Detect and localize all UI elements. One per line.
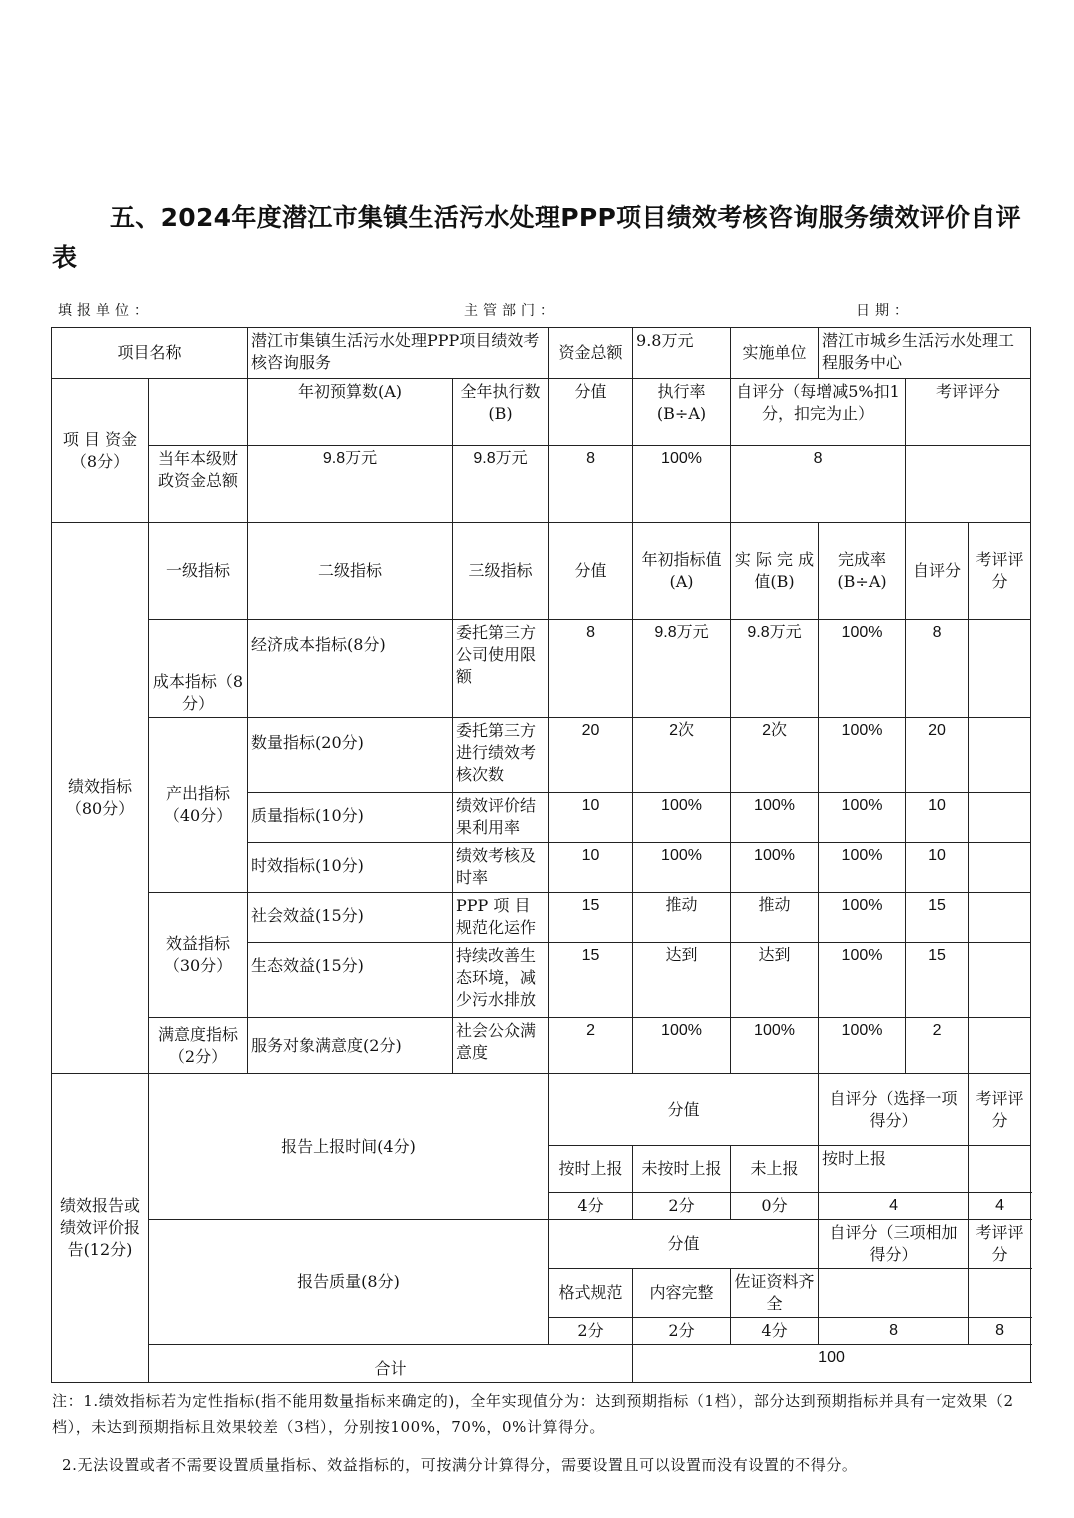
funds-blank-header <box>149 379 248 446</box>
funds-self-value: 8 <box>731 446 906 523</box>
funds-exec-header: 全年执行数(B) <box>453 379 549 446</box>
indicator-review <box>969 943 1031 1018</box>
indicator-rate: 100% <box>819 943 906 1018</box>
evaluation-table <box>51 327 1031 1383</box>
indicator-review <box>969 793 1031 843</box>
option-none: 未上报 <box>731 1146 819 1193</box>
indicator-actual: 100% <box>731 793 819 843</box>
quality-self-blank <box>819 1269 969 1318</box>
option-late-points: 2分 <box>633 1193 731 1220</box>
indicator-review <box>969 893 1031 943</box>
timing-review-blank <box>969 1146 1031 1193</box>
funds-self-header: 自评分（每增减5%扣1分，扣完为止） <box>731 379 906 446</box>
report-quality-review-header: 考评评分 <box>969 1220 1031 1269</box>
indicator-actual: 2次 <box>731 718 819 793</box>
indicator-l2: 时效指标(10分) <box>248 843 453 893</box>
indicator-l2: 质量指标(10分) <box>248 793 453 843</box>
funds-exec-value: 9.8万元 <box>453 446 549 523</box>
indicator-rate: 100% <box>819 843 906 893</box>
note-1: 注：1.绩效指标若为定性指标(指不能用数量指标来确定的)，全年实现值分为：达到预期指标（1档），部分达到预期指标并具有一定效果（2档），未达到预期指标且效果较差（3档），分别按100%，70%，0%计算得分。 <box>52 1392 1014 1436</box>
indicator-l3: 社会公众满意度 <box>453 1018 549 1074</box>
funds-budget-header: 年初预算数(A) <box>248 379 453 446</box>
report-section-label: 绩效报告或绩效评价报告(12分) <box>52 1074 149 1383</box>
funds-review-header: 考评评分 <box>906 379 1031 446</box>
report-quality-self-header: 自评分（三项相加得分） <box>819 1220 969 1269</box>
total-label: 合计 <box>149 1345 633 1383</box>
report-timing-review-header: 考评评分 <box>969 1074 1031 1146</box>
timing-self-score: 4 <box>819 1193 969 1220</box>
indicator-l3: 持续改善生态环境，减少污水排放 <box>453 943 549 1018</box>
timing-review-score: 4 <box>969 1193 1031 1220</box>
indicator-l2: 生态效益(15分) <box>248 943 453 1018</box>
indicator-self: 15 <box>906 943 969 1018</box>
funds-rate-header: 执行率(B÷A) <box>633 379 731 446</box>
date-label: 日期： <box>856 303 913 319</box>
indicator-self: 15 <box>906 893 969 943</box>
perf-l2-header: 二级指标 <box>248 523 453 620</box>
indicator-score: 10 <box>549 793 633 843</box>
indicator-score: 10 <box>549 843 633 893</box>
indicator-l2: 社会效益(15分) <box>248 893 453 943</box>
indicator-review <box>969 620 1031 718</box>
indicator-target: 9.8万元 <box>633 620 731 718</box>
indicator-score: 2 <box>549 1018 633 1074</box>
indicator-rate: 100% <box>819 1018 906 1074</box>
indicator-actual: 9.8万元 <box>731 620 819 718</box>
indicator-score: 20 <box>549 718 633 793</box>
funds-budget-value: 9.8万元 <box>248 446 453 523</box>
option-on-time: 按时上报 <box>549 1146 633 1193</box>
quality-review-blank <box>969 1269 1031 1318</box>
indicator-self: 10 <box>906 793 969 843</box>
indicator-actual: 达到 <box>731 943 819 1018</box>
funds-section-label: 项 目 资金（8分） <box>52 379 149 523</box>
perf-l1-header: 一级指标 <box>149 523 248 620</box>
perf-actual-header: 实 际 完 成 值(B) <box>731 523 819 620</box>
funds-review-value <box>906 446 1031 523</box>
indicator-target: 达到 <box>633 943 731 1018</box>
report-quality-score-header: 分值 <box>549 1220 819 1269</box>
perf-section-label: 绩效指标（80分） <box>52 523 149 1074</box>
fund-total-value: 9.8万元 <box>633 328 731 379</box>
indicator-l3: 委托第三方进行绩效考核次数 <box>453 718 549 793</box>
indicator-target: 推动 <box>633 893 731 943</box>
indicator-rate: 100% <box>819 793 906 843</box>
indicator-self: 8 <box>906 620 969 718</box>
indicator-target: 100% <box>633 843 731 893</box>
note-2: 2.无法设置或者不需要设置质量指标、效益指标的，可按满分计算得分，需要设置且可以设置而没有设置的不得分。 <box>62 1456 858 1474</box>
indicator-l2: 数量指标(20分) <box>248 718 453 793</box>
indicator-rate: 100% <box>819 718 906 793</box>
indicator-review <box>969 1018 1031 1074</box>
indicator-l3: 绩效评价结果利用率 <box>453 793 549 843</box>
report-timing-label: 报告上报时间(4分) <box>149 1074 549 1220</box>
indicator-score: 8 <box>549 620 633 718</box>
selected-option: 按时上报 <box>819 1146 969 1193</box>
funds-row-label: 当年本级财政资金总额 <box>149 446 248 523</box>
satisfaction-group-label: 满意度指标（2分） <box>149 1018 248 1074</box>
perf-target-header: 年初指标值(A) <box>633 523 731 620</box>
indicator-l2: 经济成本指标(8分) <box>248 620 453 718</box>
page-title: 五、2024年度潜江市集镇生活污水处理PPP项目绩效考核咨询服务绩效评价自评表 <box>52 203 1021 272</box>
indicator-score: 15 <box>549 943 633 1018</box>
total-value: 100 <box>633 1345 1031 1383</box>
implementing-unit-label: 实施单位 <box>731 328 819 379</box>
funds-rate-value: 100% <box>633 446 731 523</box>
indicator-actual: 100% <box>731 843 819 893</box>
criterion-format-points: 2分 <box>549 1318 633 1345</box>
indicator-target: 2次 <box>633 718 731 793</box>
indicator-l3: 委托第三方公司使用限额 <box>453 620 549 718</box>
quality-self-score: 8 <box>819 1318 969 1345</box>
indicator-self: 20 <box>906 718 969 793</box>
indicator-rate: 100% <box>819 893 906 943</box>
quality-review-score: 8 <box>969 1318 1031 1345</box>
option-none-points: 0分 <box>731 1193 819 1220</box>
output-group-label: 产出指标（40分） <box>149 718 248 893</box>
department-label: 主管部门： <box>464 303 559 319</box>
project-name-value: 潜江市集镇生活污水处理PPP项目绩效考核咨询服务 <box>248 328 549 379</box>
criterion-format: 格式规范 <box>549 1269 633 1318</box>
report-timing-score-header: 分值 <box>549 1074 819 1146</box>
indicator-self: 10 <box>906 843 969 893</box>
project-name-label: 项目名称 <box>52 328 248 379</box>
perf-l3-header: 三级指标 <box>453 523 549 620</box>
perf-self-header: 自评分 <box>906 523 969 620</box>
indicator-review <box>969 718 1031 793</box>
cost-group-label: 成本指标（8分） <box>149 620 248 718</box>
perf-review-header: 考评评分 <box>969 523 1031 620</box>
report-quality-label: 报告质量(8分) <box>149 1220 549 1345</box>
benefit-group-label: 效益指标（30分） <box>149 893 248 1018</box>
criterion-complete: 内容完整 <box>633 1269 731 1318</box>
funds-score-value: 8 <box>549 446 633 523</box>
indicator-actual: 100% <box>731 1018 819 1074</box>
criterion-evidence: 佐证资料齐全 <box>731 1269 819 1318</box>
criterion-evidence-points: 4分 <box>731 1318 819 1345</box>
funds-score-header: 分值 <box>549 379 633 446</box>
indicator-target: 100% <box>633 793 731 843</box>
perf-score-header: 分值 <box>549 523 633 620</box>
indicator-self: 2 <box>906 1018 969 1074</box>
indicator-l2: 服务对象满意度(2分) <box>248 1018 453 1074</box>
option-late: 未按时上报 <box>633 1146 731 1193</box>
indicator-score: 15 <box>549 893 633 943</box>
fill-unit-label: 填报单位： <box>58 303 153 319</box>
indicator-l3: PPP 项 目规范化运作 <box>453 893 549 943</box>
report-timing-self-header: 自评分（选择一项得分） <box>819 1074 969 1146</box>
indicator-l3: 绩效考核及时率 <box>453 843 549 893</box>
option-on-time-points: 4分 <box>549 1193 633 1220</box>
implementing-unit-value: 潜江市城乡生活污水处理工程服务中心 <box>819 328 1031 379</box>
criterion-complete-points: 2分 <box>633 1318 731 1345</box>
fund-total-label: 资金总额 <box>549 328 633 379</box>
indicator-target: 100% <box>633 1018 731 1074</box>
indicator-review <box>969 843 1031 893</box>
indicator-rate: 100% <box>819 620 906 718</box>
perf-rate-header: 完成率(B÷A) <box>819 523 906 620</box>
indicator-actual: 推动 <box>731 893 819 943</box>
